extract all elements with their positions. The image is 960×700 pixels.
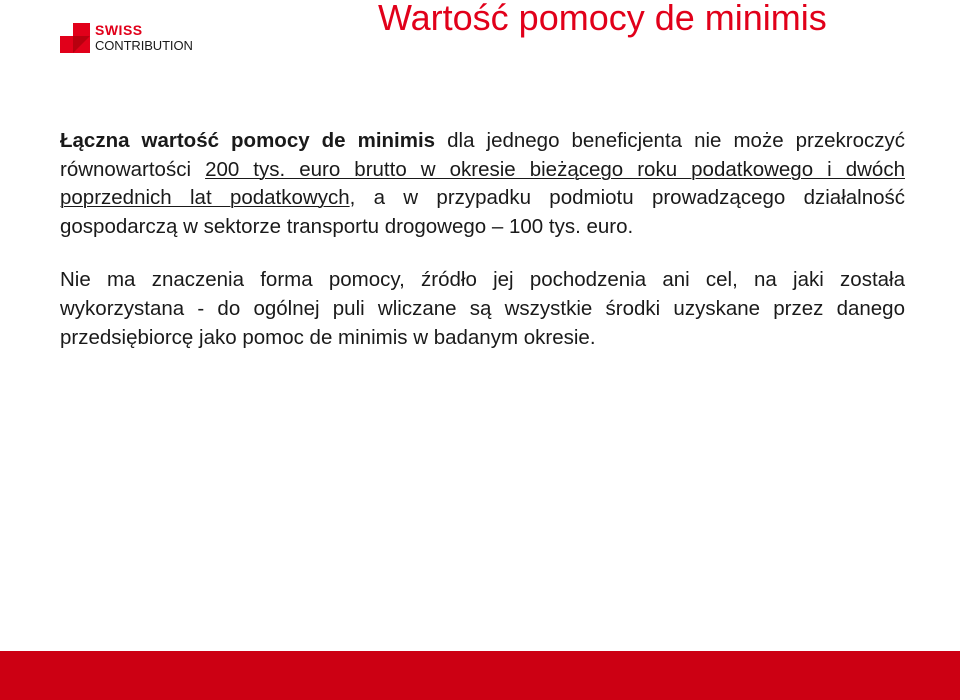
limit-period-link[interactable]: 200 tys. euro brutto w okresie bieżącego roku podatkowego i dwóch poprzednich lat podatkowych [60,157,905,210]
logo-text-contribution: CONTRIBUTION [95,38,193,53]
paragraph-limit-bold-lead: Łączna wartość pomocy de minimis [60,129,436,152]
page-title: Wartość pomocy de minimis [378,0,827,38]
swiss-contribution-logo [60,21,193,55]
logo-text-swiss: SWISS [95,22,143,38]
paragraph-limit [60,127,905,241]
logo-wordmark [95,23,193,53]
swiss-contribution-logo-icon [60,23,90,53]
slide-content [60,127,905,352]
footer-bar [0,651,960,700]
paragraph-limit-text-before-link: dla jednego beneficjenta nie może przekroczyć równowartości [60,129,905,181]
paragraph-limit-text-after-link: , a w przypadku podmiotu prowadzącego działalność gospodarczą w sektorze transportu drogowego – 100 tys. euro. [60,186,906,238]
paragraph-form-of-aid: Nie ma znaczenia forma pomocy, źródło jej pochodzenia ani cel, na jaki została wykorzystana - do ogólnej puli wliczane są wszystkie środki uzyskane przez danego przedsiębiorcę jako pomoc de minimis w badanym okresie. [60,268,905,349]
